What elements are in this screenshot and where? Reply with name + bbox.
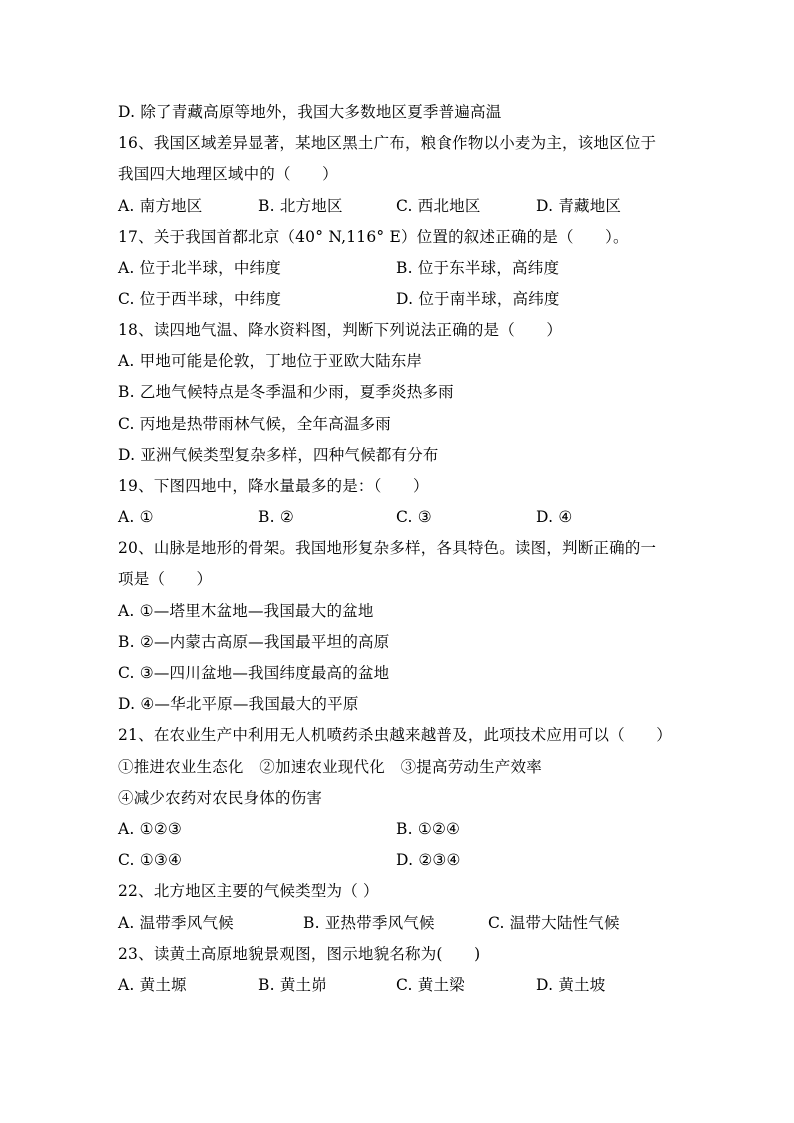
q17-option-a: A. 位于北半球，中纬度 xyxy=(118,259,281,277)
q16-option-b: B. 北方地区 xyxy=(258,197,343,215)
q19-option-d: D. ④ xyxy=(536,508,573,526)
q21-option-c: C. ①③④ xyxy=(118,851,183,869)
q20-option-b: B. ②—内蒙古高原—我国最平坦的高原 xyxy=(118,633,390,651)
q21-option-b: B. ①②④ xyxy=(396,820,461,838)
q22-option-a: A. 温带季风气候 xyxy=(118,914,234,932)
q19-option-b: B. ② xyxy=(258,508,294,526)
q16-option-d: D. 青藏地区 xyxy=(536,197,622,215)
q21-statements-line-2: ④减少农药对农民身体的伤害 xyxy=(118,789,323,807)
q23-option-b: B. 黄土峁 xyxy=(258,976,327,994)
q19-option-a: A. ① xyxy=(118,508,154,526)
q16-stem-line-2: 我国四大地理区域中的（ ） xyxy=(118,165,338,183)
q20-stem-line-1: 20、山脉是地形的骨架。我国地形复杂多样，各具特色。读图，判断正确的一 xyxy=(118,539,657,557)
q19-stem: 19、下图四地中，降水量最多的是：（ ） xyxy=(118,477,429,495)
q22-option-b: B. 亚热带季风气候 xyxy=(303,914,435,932)
q17-option-d: D. 位于南半球，高纬度 xyxy=(396,290,560,308)
q23-option-a: A. 黄土塬 xyxy=(118,976,187,994)
q15-option-d: D. 除了青藏高原等地外，我国大多数地区夏季普遍高温 xyxy=(118,103,502,121)
q23-option-c: C. 黄土梁 xyxy=(396,976,465,994)
q16-option-c: C. 西北地区 xyxy=(396,197,481,215)
q16-option-a: A. 南方地区 xyxy=(118,197,203,215)
q22-stem: 22、北方地区主要的气候类型为（ ） xyxy=(118,882,379,900)
q18-option-d: D. 亚洲气候类型复杂多样，四种气候都有分布 xyxy=(118,446,439,464)
q22-option-c: C. 温带大陆性气候 xyxy=(488,914,620,932)
q17-option-b: B. 位于东半球，高纬度 xyxy=(396,259,560,277)
q18-option-c: C. 丙地是热带雨林气候，全年高温多雨 xyxy=(118,415,391,433)
q23-stem: 23、读黄土高原地貌景观图，图示地貌名称为( ) xyxy=(118,945,481,963)
q21-option-a: A. ①②③ xyxy=(118,820,182,838)
q23-option-d: D. 黄土坡 xyxy=(536,976,606,994)
q17-option-c: C. 位于西半球，中纬度 xyxy=(118,290,282,308)
q20-option-a: A. ①—塔里木盆地—我国最大的盆地 xyxy=(118,602,374,620)
q20-option-c: C. ③—四川盆地—我国纬度最高的盆地 xyxy=(118,664,390,682)
q18-option-b: B. 乙地气候特点是冬季温和少雨，夏季炎热多雨 xyxy=(118,383,454,401)
q18-stem: 18、读四地气温、降水资料图，判断下列说法正确的是（ ） xyxy=(118,321,563,339)
q20-option-d: D. ④—华北平原—我国最大的平原 xyxy=(118,695,359,713)
q19-option-c: C. ③ xyxy=(396,508,432,526)
q16-stem-line-1: 16、我国区域差异显著，某地区黑土广布，粮食作物以小麦为主，该地区位于 xyxy=(118,134,657,152)
q21-stem: 21、在农业生产中利用无人机喷药杀虫越来越普及，此项技术应用可以（ ） xyxy=(118,726,672,744)
q20-stem-line-2: 项是（ ） xyxy=(118,570,213,588)
q21-statements-line-1: ①推进农业生态化 ②加速农业现代化 ③提高劳动生产效率 xyxy=(118,758,542,776)
q17-stem: 17、关于我国首都北京（40° N,116° E）位置的叙述正确的是（ ）。 xyxy=(118,228,629,246)
q18-option-a: A. 甲地可能是伦敦，丁地位于亚欧大陆东岸 xyxy=(118,352,423,370)
q21-option-d: D. ②③④ xyxy=(396,851,461,869)
